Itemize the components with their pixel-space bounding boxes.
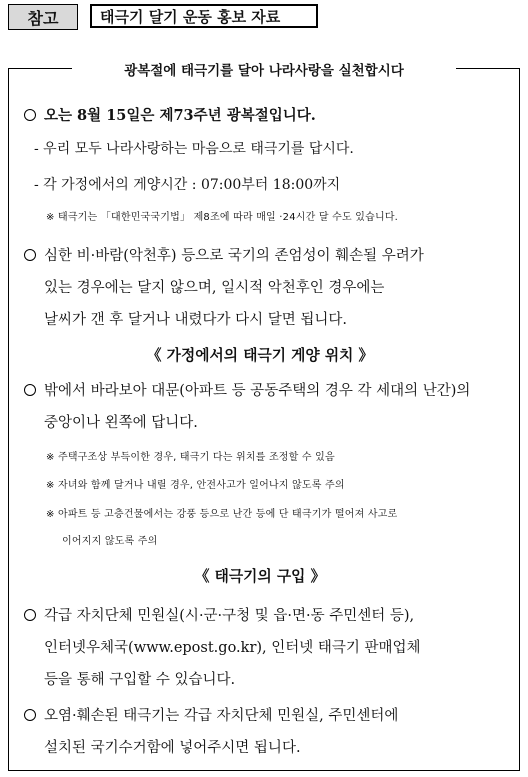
section1-note3a: ※ 아파트 등 고층건물에서는 강풍 등으로 난간 등에 단 태극기가 떨어져 사고로 (46, 509, 398, 520)
section-heading-purchase: 《 태극기의 구입 》 (194, 567, 326, 585)
item1-sub2: - 각 가정에서의 게양시간 : 07:00부터 18:00까지 (34, 177, 341, 193)
item2-line3: 날씨가 갠 후 달거나 내렸다가 다시 달면 됩니다. (44, 312, 348, 328)
section2-line4: 오염·훼손된 태극기는 각급 자치단체 민원실, 주민센터에 (44, 708, 399, 724)
section1-note1: ※ 주택구조상 부득이한 경우, 태극기 다는 위치를 조정할 수 있음 (46, 452, 335, 463)
item2-line2: 있는 경우에는 달지 않으며, 일시적 악천후인 경우에는 (44, 280, 385, 296)
section2-line5: 설치된 국기수거함에 넣어주시면 됩니다. (44, 740, 301, 756)
banner-text: 광복절에 태극기를 달아 나라사랑을 실천합시다 (120, 59, 408, 79)
bullet-circle-icon (24, 109, 36, 121)
bullet-circle-icon (24, 609, 36, 621)
section1-note2: ※ 자녀와 함께 달거나 내릴 경우, 안전사고가 일어나지 않도록 주의 (46, 480, 345, 491)
item1-line: 오는 8월 15일은 제73주년 광복절입니다. (44, 107, 316, 124)
item1-sub1: - 우리 모두 나라사랑하는 마음으로 태극기를 답시다. (34, 141, 354, 157)
reference-tag: 참고 (8, 4, 78, 30)
section1-line2: 중앙이나 왼쪽에 답니다. (44, 415, 198, 431)
bullet-circle-icon (24, 249, 36, 261)
item2-line1: 심한 비·바람(악천후) 등으로 국기의 존엄성이 훼손될 우려가 (44, 248, 424, 264)
section-heading-location: 《 가정에서의 태극기 게양 위치 》 (146, 346, 374, 364)
bullet-circle-icon (24, 709, 36, 721)
bullet-circle-icon (24, 384, 36, 396)
section2-line2: 인터넷우체국(www.epost.go.kr), 인터넷 태극기 판매업체 (44, 640, 421, 656)
item1-note: ※ 태극기는 「대한민국국기법」 제8조에 따라 매일 ·24시간 달 수도 있습니다. (46, 212, 399, 223)
section2-line1: 각급 자치단체 민원실(시·군·구청 및 읍·면·동 주민센터 등), (44, 608, 415, 624)
document-title: 태극기 달기 운동 홍보 자료 (90, 4, 318, 28)
section1-note3b: 이어지지 않도록 주의 (62, 536, 158, 547)
header (8, 4, 318, 30)
section1-line1: 밖에서 바라보아 대문(아파트 등 공동주택의 경우 각 세대의 난간)의 (44, 383, 471, 399)
section2-line3: 등을 통해 구입할 수 있습니다. (44, 672, 236, 688)
banner-title (72, 57, 456, 81)
